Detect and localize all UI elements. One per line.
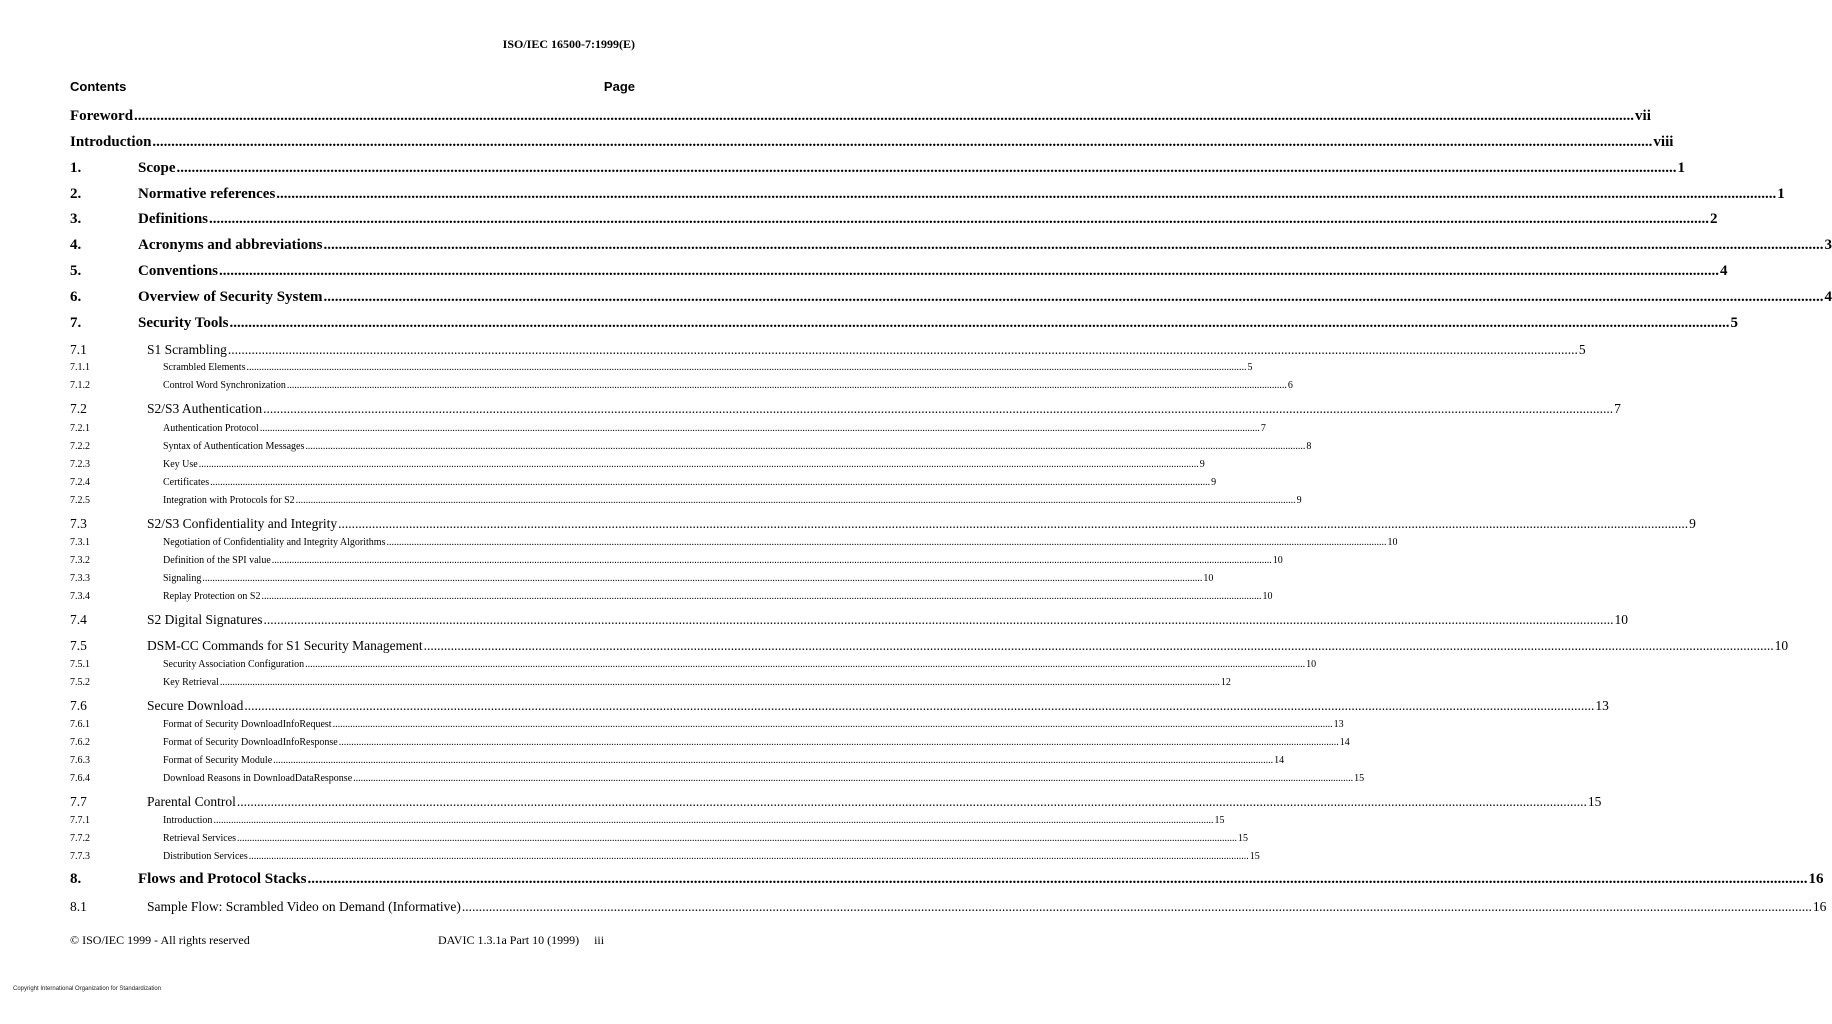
toc-entry-number: 7.6.3 <box>70 755 90 766</box>
toc-entry-number: 2. <box>70 186 82 202</box>
toc-entry-title: Normative references <box>138 186 276 202</box>
toc-entry-page: 3 <box>1824 237 1832 253</box>
dot-leader: ................................................................................................................................................................................................................................................................................................................................................................................................................ <box>213 815 1214 826</box>
toc-entry-number: 7.1.1 <box>70 362 90 373</box>
toc-entry-number: 8.1 <box>70 899 87 914</box>
toc-entry-title: Control Word Synchronization <box>163 380 286 391</box>
toc-entry-number: 7.3.3 <box>70 573 90 584</box>
toc-entry-title: S2/S3 Authentication <box>147 401 263 416</box>
toc-entry-page: 1 <box>1677 160 1685 176</box>
toc-entry-number: 7.7.3 <box>70 851 90 862</box>
dot-leader: ................................................................................................................................................................................................................................................................................................................................................................................................................ <box>246 362 1247 373</box>
toc-entry-page: 10 <box>1387 537 1398 548</box>
toc-entry-number: 7. <box>70 315 82 331</box>
toc-entry-page: 10 <box>1614 612 1628 627</box>
toc-entry-page: 10 <box>1262 591 1273 602</box>
toc-entry-page: 9 <box>1199 459 1205 470</box>
toc-entry-page: 15 <box>1354 773 1365 784</box>
toc-entry-number: 7.4 <box>70 612 87 627</box>
toc-entry-title: Retrieval Services <box>163 833 237 844</box>
dot-leader: ................................................................................................................................................................................................................................................................................................................................................................................................................ <box>271 555 1272 566</box>
toc-entry-title: Definitions <box>138 211 209 227</box>
toc-entry-number: 7.5.2 <box>70 677 90 688</box>
toc-entry[interactable] <box>70 659 1317 670</box>
toc-entry-page: 12 <box>1220 677 1231 688</box>
toc-entry-title: Signaling <box>163 573 202 584</box>
toc-entry[interactable] <box>70 289 1832 306</box>
toc-entry[interactable] <box>70 773 1365 784</box>
toc-entry[interactable] <box>70 211 1718 228</box>
toc-entry-number: 7.2.4 <box>70 477 90 488</box>
toc-entry-page: 5 <box>1578 342 1586 357</box>
toc-entry-title: Conventions <box>138 263 219 279</box>
toc-entry-number: 1. <box>70 160 82 176</box>
toc-entry-page: 13 <box>1595 698 1609 713</box>
dot-leader: ................................................................................................................................................................................................................................................................................................................................................................................................................ <box>386 537 1387 548</box>
toc-entry[interactable] <box>70 612 1628 628</box>
dot-leader: ................................................................................................................................................................................................................................................................................................................................................................................................................ <box>236 794 1587 809</box>
toc-entry-page: 1 <box>1777 186 1785 202</box>
toc-entry-page: 9 <box>1689 516 1696 531</box>
toc-entry[interactable] <box>70 815 1225 826</box>
toc-entry-page: 7 <box>1614 401 1621 416</box>
toc-entry-page: 15 <box>1587 794 1602 809</box>
toc-entry-number: 6. <box>70 289 82 305</box>
toc-entry-number: 7.2.2 <box>70 441 90 452</box>
toc-entry-number: 7.2.3 <box>70 459 90 470</box>
toc-entry[interactable] <box>70 555 1283 566</box>
toc-entry-page: 14 <box>1339 737 1350 748</box>
toc-entry-title: Format of Security DownloadInfoRequest <box>163 719 332 730</box>
toc-entry[interactable] <box>70 737 1350 748</box>
toc-entry-title: Distribution Services <box>163 851 248 862</box>
toc-entry-number: 3. <box>70 211 82 227</box>
dot-leader: ................................................................................................................................................................................................................................................................................................................................................................................................................ <box>323 289 1824 305</box>
toc-entry[interactable] <box>70 537 1398 548</box>
dot-leader: ................................................................................................................................................................................................................................................................................................................................................................................................................ <box>219 263 1720 279</box>
dot-leader: ................................................................................................................................................................................................................................................................................................................................................................................................................ <box>152 134 1653 150</box>
toc-entry-number: 7.6.1 <box>70 719 90 730</box>
toc-entry-title: Scrambled Elements <box>163 362 246 373</box>
toc-entry[interactable] <box>70 237 1832 254</box>
toc-entry-number: 7.6.2 <box>70 737 90 748</box>
toc-entry-page: 2 <box>1710 211 1718 227</box>
dot-leader: ................................................................................................................................................................................................................................................................................................................................................................................................................ <box>338 737 1339 748</box>
dot-leader: ................................................................................................................................................................................................................................................................................................................................................................................................................ <box>198 459 1199 470</box>
toc-entry-title: Overview of Security System <box>138 289 323 305</box>
toc-entry-number: 7.6.4 <box>70 773 90 784</box>
toc-entry-title: Format of Security DownloadInfoResponse <box>163 737 338 748</box>
toc-entry-title: Introduction <box>70 134 152 150</box>
dot-leader: ................................................................................................................................................................................................................................................................................................................................................................................................................ <box>229 315 1730 331</box>
toc-entry-title: Parental Control <box>147 794 236 809</box>
toc-entry-title: S2 Digital Signatures <box>147 612 263 627</box>
toc-entry[interactable] <box>70 698 1609 714</box>
dot-leader: ................................................................................................................................................................................................................................................................................................................................................................................................................ <box>134 108 1635 124</box>
toc-entry-title: Security Association Configuration <box>163 659 305 670</box>
toc-entry-title: Integration with Protocols for S2 <box>163 495 295 506</box>
toc-entry-number: 8. <box>70 871 82 887</box>
contents-heading-row <box>70 79 635 94</box>
toc-entry-title: Download Reasons in DownloadDataResponse <box>163 773 353 784</box>
toc-entry-number: 4. <box>70 237 82 253</box>
dot-leader: ................................................................................................................................................................................................................................................................................................................................................................................................................ <box>248 851 1249 862</box>
toc-entry-title: Key Use <box>163 459 198 470</box>
toc-entry-title: S1 Scrambling <box>147 342 227 357</box>
dot-leader: ................................................................................................................................................................................................................................................................................................................................................................................................................ <box>263 401 1614 416</box>
toc-entry-number: 7.3.4 <box>70 591 90 602</box>
toc-entry-title: Scope <box>138 160 176 176</box>
dot-leader: ................................................................................................................................................................................................................................................................................................................................................................................................................ <box>176 160 1677 176</box>
toc-entry[interactable] <box>70 755 1285 766</box>
toc-entry[interactable] <box>70 573 1214 584</box>
toc-entry-number: 5. <box>70 263 82 279</box>
toc-entry-title: Secure Download <box>147 698 244 713</box>
dot-leader: ................................................................................................................................................................................................................................................................................................................................................................................................................ <box>210 477 1211 488</box>
toc-entry[interactable] <box>70 638 1789 654</box>
toc-entry-title: Replay Protection on S2 <box>163 591 261 602</box>
toc-entry-title: Certificates <box>163 477 210 488</box>
toc-entry-page: 10 <box>1306 659 1317 670</box>
toc-entry[interactable] <box>70 315 1738 332</box>
toc-entry-title: Definition of the SPI value <box>163 555 271 566</box>
toc-entry[interactable] <box>70 833 1249 844</box>
dot-leader: ................................................................................................................................................................................................................................................................................................................................................................................................................ <box>323 237 1824 253</box>
toc-entry-page: 15 <box>1214 815 1225 826</box>
dot-leader: ................................................................................................................................................................................................................................................................................................................................................................................................................ <box>305 441 1306 452</box>
dot-leader: ................................................................................................................................................................................................................................................................................................................................................................................................................ <box>263 612 1614 627</box>
toc-entry-page: 10 <box>1774 638 1789 653</box>
toc-entry-title: Key Retrieval <box>163 677 219 688</box>
toc-entry-number: 7.1.2 <box>70 380 90 391</box>
toc-entry[interactable] <box>70 401 1621 417</box>
toc-entry-page: 14 <box>1274 755 1285 766</box>
dot-leader: ................................................................................................................................................................................................................................................................................................................................................................................................................ <box>259 423 1260 434</box>
toc-entry[interactable] <box>70 719 1344 730</box>
toc-entry-page: 10 <box>1272 555 1283 566</box>
toc-entry[interactable] <box>70 677 1231 688</box>
dot-leader: ................................................................................................................................................................................................................................................................................................................................................................................................................ <box>237 833 1238 844</box>
dot-leader: ................................................................................................................................................................................................................................................................................................................................................................................................................ <box>261 591 1262 602</box>
toc-entry-number: 7.2.5 <box>70 495 90 506</box>
toc-entry-title: Syntax of Authentication Messages <box>163 441 305 452</box>
toc-entry-page: 15 <box>1249 851 1260 862</box>
dot-leader: ................................................................................................................................................................................................................................................................................................................................................................................................................ <box>202 573 1203 584</box>
dot-leader: ................................................................................................................................................................................................................................................................................................................................................................................................................ <box>244 698 1595 713</box>
toc-entry-title: Foreword <box>70 108 134 124</box>
document-id: ISO/IEC 16500-7:1999(E) <box>502 37 635 51</box>
toc-entry[interactable] <box>70 459 1205 470</box>
toc-entry-number: 7.5.1 <box>70 659 90 670</box>
toc-entry[interactable] <box>70 591 1273 602</box>
dot-leader: ................................................................................................................................................................................................................................................................................................................................................................................................................ <box>305 659 1306 670</box>
toc-entry[interactable] <box>70 794 1602 810</box>
toc-entry-page: 9 <box>1211 477 1217 488</box>
toc-entry-number: 7.7 <box>70 794 87 809</box>
toc-entry[interactable] <box>70 495 1302 506</box>
toc-entry-number: 7.7.1 <box>70 815 90 826</box>
toc-entry[interactable] <box>70 899 1827 915</box>
toc-entry-title: Introduction <box>163 815 213 826</box>
toc-entry-page: viii <box>1653 134 1674 150</box>
toc-entry[interactable] <box>70 477 1217 488</box>
toc-entry-title: Flows and Protocol Stacks <box>138 871 307 887</box>
toc-entry-number: 7.3 <box>70 516 87 531</box>
toc-entry-title: DSM-CC Commands for S1 Security Management <box>147 638 423 653</box>
dot-leader: ................................................................................................................................................................................................................................................................................................................................................................................................................ <box>295 495 1296 506</box>
toc-entry[interactable] <box>70 263 1728 280</box>
dot-leader: ................................................................................................................................................................................................................................................................................................................................................................................................................ <box>332 719 1333 730</box>
toc-entry-number: 7.7.2 <box>70 833 90 844</box>
toc-entry-title: Security Tools <box>138 315 229 331</box>
toc-entry-title: Sample Flow: Scrambled Video on Demand (Informative) <box>147 899 461 914</box>
toc-entry-title: Authentication Protocol <box>163 423 259 434</box>
dot-leader: ................................................................................................................................................................................................................................................................................................................................................................................................................ <box>219 677 1220 688</box>
footer-part-info: DAVIC 1.3.1a Part 10 (1999) iii <box>438 933 605 947</box>
toc-entry-page: 16 <box>1808 871 1824 887</box>
dot-leader: ................................................................................................................................................................................................................................................................................................................................................................................................................ <box>276 186 1777 202</box>
footer-copyright: © ISO/IEC 1999 - All rights reserved <box>70 933 250 947</box>
toc-entry-page: 15 <box>1238 833 1249 844</box>
page-heading: Page <box>603 79 635 94</box>
toc-entry-page: 13 <box>1333 719 1344 730</box>
toc-entry-page: 10 <box>1203 573 1214 584</box>
toc-entry[interactable] <box>70 186 1785 203</box>
toc-entry-number: 7.3.1 <box>70 537 90 548</box>
toc-entry-page: 8 <box>1306 441 1312 452</box>
toc-entry[interactable] <box>70 380 1293 391</box>
toc-entry[interactable] <box>70 134 1674 151</box>
toc-entry-page: 7 <box>1260 423 1266 434</box>
toc-entry-number: 7.5 <box>70 638 87 653</box>
toc-entry-title: Format of Security Module <box>163 755 273 766</box>
toc-entry[interactable] <box>70 108 1651 125</box>
dot-leader: ................................................................................................................................................................................................................................................................................................................................................................................................................ <box>307 871 1808 887</box>
toc-entry-title: Negotiation of Confidentiality and Integrity Algorithms <box>163 537 386 548</box>
toc-entry-title: Acronyms and abbreviations <box>138 237 323 253</box>
toc-entry-page: 9 <box>1296 495 1302 506</box>
toc-entry-page: 5 <box>1247 362 1253 373</box>
toc-entry-number: 7.2.1 <box>70 423 90 434</box>
dot-leader: ................................................................................................................................................................................................................................................................................................................................................................................................................ <box>273 755 1274 766</box>
dot-leader: ................................................................................................................................................................................................................................................................................................................................................................................................................ <box>209 211 1710 227</box>
dot-leader: ................................................................................................................................................................................................................................................................................................................................................................................................................ <box>227 342 1578 357</box>
toc-entry-page: 4 <box>1720 263 1728 279</box>
toc-entry-title: S2/S3 Confidentiality and Integrity <box>147 516 338 531</box>
dot-leader: ................................................................................................................................................................................................................................................................................................................................................................................................................ <box>338 516 1689 531</box>
copyright-watermark: Copyright International Organization for Standardization <box>13 986 162 992</box>
toc-entry-number: 7.6 <box>70 698 87 713</box>
toc-entry-page: vii <box>1635 108 1651 124</box>
toc-entry-page: 16 <box>1812 899 1827 914</box>
toc-entry[interactable] <box>70 362 1253 373</box>
toc-entry-page: 6 <box>1287 380 1293 391</box>
toc-entry[interactable] <box>70 516 1696 532</box>
toc-entry-number: 7.2 <box>70 401 87 416</box>
toc-entry-page: 4 <box>1824 289 1832 305</box>
toc-entry[interactable] <box>70 423 1266 434</box>
toc-entry[interactable] <box>70 342 1586 358</box>
dot-leader: ................................................................................................................................................................................................................................................................................................................................................................................................................ <box>286 380 1287 391</box>
toc-entry[interactable] <box>70 441 1312 452</box>
toc-entry-number: 7.1 <box>70 342 87 357</box>
toc-entry[interactable] <box>70 851 1260 862</box>
dot-leader: ................................................................................................................................................................................................................................................................................................................................................................................................................ <box>461 899 1812 914</box>
dot-leader: ................................................................................................................................................................................................................................................................................................................................................................................................................ <box>353 773 1354 784</box>
toc-entry-page: 5 <box>1730 315 1738 331</box>
toc-entry[interactable] <box>70 160 1685 177</box>
contents-heading: Contents <box>70 79 127 94</box>
dot-leader: ................................................................................................................................................................................................................................................................................................................................................................................................................ <box>423 638 1774 653</box>
toc-entry[interactable] <box>70 871 1824 888</box>
toc-entry-number: 7.3.2 <box>70 555 90 566</box>
